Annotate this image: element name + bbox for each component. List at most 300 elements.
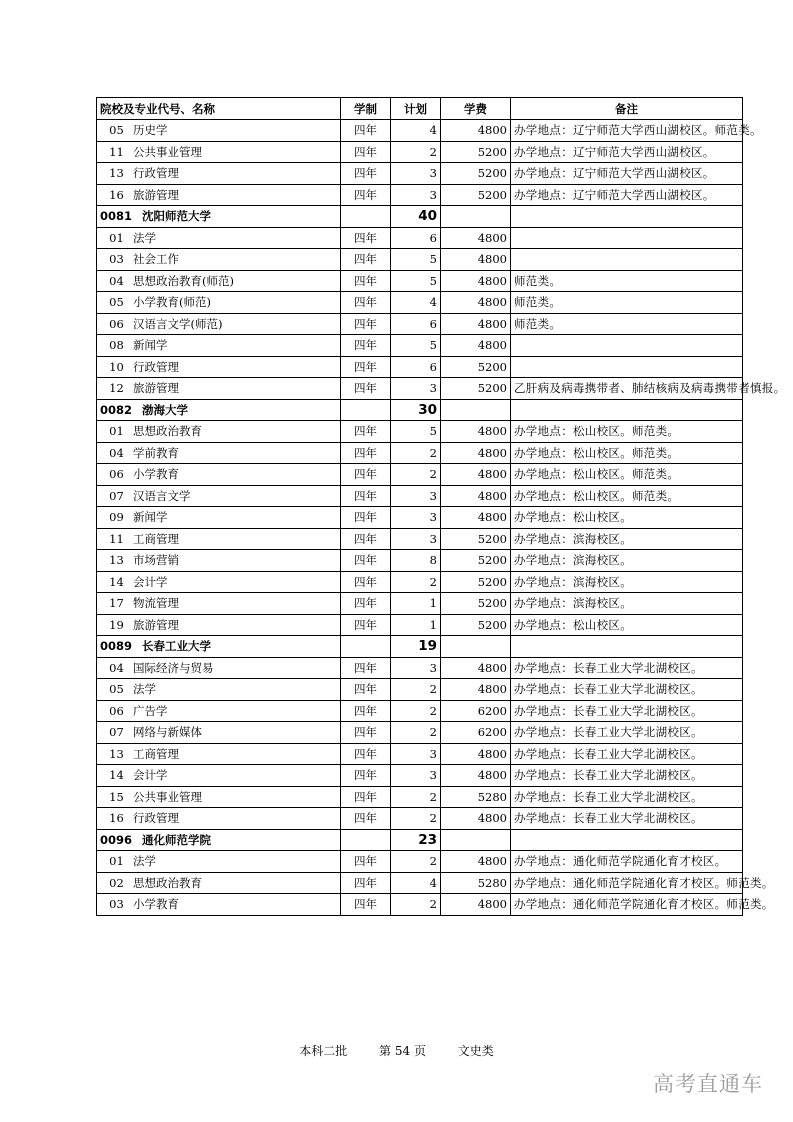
major-code: 19 <box>109 617 124 632</box>
major-name: 小学教育 <box>133 467 179 482</box>
cell-plan: 5 <box>391 335 441 357</box>
cell-system: 四年 <box>341 464 391 486</box>
cell-name <box>97 141 341 163</box>
cell-fee: 4800 <box>441 657 511 679</box>
school-code: 0082 <box>100 402 133 417</box>
cell-system: 四年 <box>341 550 391 572</box>
cell-system: 四年 <box>341 421 391 443</box>
cell-note <box>511 356 743 378</box>
cell-fee: 6200 <box>441 722 511 744</box>
school-name: 沈阳师范大学 <box>142 209 212 224</box>
school-name: 长春工业大学 <box>142 639 212 654</box>
table-row <box>97 722 743 744</box>
cell-system: 四年 <box>341 227 391 249</box>
table-row <box>97 464 743 486</box>
cell-fee: 4800 <box>441 227 511 249</box>
cell-name <box>97 743 341 765</box>
footer-page: 第 54 页 <box>379 1044 426 1058</box>
table-row <box>97 356 743 378</box>
cell-note: 办学地点：辽宁师范大学西山湖校区。师范类。 <box>511 120 743 142</box>
cell-system: 四年 <box>341 765 391 787</box>
table-row <box>97 786 743 808</box>
major-name: 法学 <box>133 682 156 697</box>
cell-note: 办学地点：松山校区。师范类。 <box>511 485 743 507</box>
cell-note: 办学地点：长春工业大学北湖校区。 <box>511 679 743 701</box>
header-system: 学制 <box>341 98 391 120</box>
cell-note: 办学地点：长春工业大学北湖校区。 <box>511 700 743 722</box>
major-name: 新闻学 <box>133 338 168 353</box>
cell-name <box>97 829 341 851</box>
cell-note: 办学地点：通化师范学院通化育才校区。 <box>511 851 743 873</box>
cell-system <box>341 399 391 421</box>
cell-system: 四年 <box>341 442 391 464</box>
table-row <box>97 614 743 636</box>
major-name: 行政管理 <box>133 166 179 181</box>
major-code: 08 <box>109 338 124 353</box>
school-code: 0089 <box>100 639 133 654</box>
cell-fee: 5280 <box>441 786 511 808</box>
cell-system: 四年 <box>341 614 391 636</box>
cell-system <box>341 636 391 658</box>
cell-system <box>341 829 391 851</box>
major-name: 思想政治教育(师范) <box>133 273 234 288</box>
cell-system: 四年 <box>341 120 391 142</box>
cell-fee: 4800 <box>441 765 511 787</box>
major-code: 01 <box>109 424 124 439</box>
cell-system: 四年 <box>341 184 391 206</box>
cell-name <box>97 657 341 679</box>
cell-fee: 4800 <box>441 464 511 486</box>
table-row <box>97 442 743 464</box>
major-code: 10 <box>109 359 124 374</box>
cell-plan: 3 <box>391 378 441 400</box>
cell-note: 办学地点：通化师范学院通化育才校区。师范类。 <box>511 894 743 916</box>
major-name: 工商管理 <box>133 746 179 761</box>
cell-note: 办学地点：长春工业大学北湖校区。 <box>511 722 743 744</box>
cell-system: 四年 <box>341 507 391 529</box>
cell-system: 四年 <box>341 485 391 507</box>
school-code: 0096 <box>100 832 133 847</box>
cell-plan: 2 <box>391 851 441 873</box>
cell-note: 师范类。 <box>511 292 743 314</box>
cell-plan: 3 <box>391 657 441 679</box>
cell-note: 办学地点：长春工业大学北湖校区。 <box>511 765 743 787</box>
school-name: 通化师范学院 <box>142 832 212 847</box>
cell-name <box>97 851 341 873</box>
table-body <box>97 120 786 916</box>
major-name: 公共事业管理 <box>133 144 202 159</box>
cell-plan: 2 <box>391 700 441 722</box>
school-row <box>97 829 743 851</box>
cell-fee: 4800 <box>441 679 511 701</box>
major-code: 14 <box>109 768 124 783</box>
cell-name <box>97 120 341 142</box>
cell-fee: 5200 <box>441 141 511 163</box>
cell-system: 四年 <box>341 356 391 378</box>
table-row <box>97 593 743 615</box>
major-code: 09 <box>109 510 124 525</box>
table-row <box>97 485 743 507</box>
major-code: 14 <box>109 574 124 589</box>
cell-plan: 5 <box>391 270 441 292</box>
cell-name <box>97 485 341 507</box>
table-row <box>97 184 743 206</box>
cell-name <box>97 399 341 421</box>
cell-name <box>97 464 341 486</box>
major-code: 04 <box>109 445 124 460</box>
major-name: 市场营销 <box>133 553 179 568</box>
cell-name <box>97 894 341 916</box>
cell-plan: 3 <box>391 528 441 550</box>
cell-plan: 6 <box>391 227 441 249</box>
cell-plan: 30 <box>391 399 441 421</box>
cell-name <box>97 808 341 830</box>
cell-fee: 4800 <box>441 507 511 529</box>
cell-name <box>97 700 341 722</box>
cell-plan: 4 <box>391 292 441 314</box>
cell-system: 四年 <box>341 872 391 894</box>
cell-fee: 4800 <box>441 894 511 916</box>
cell-fee: 4800 <box>441 313 511 335</box>
major-code: 11 <box>109 144 124 159</box>
major-code: 03 <box>109 897 124 912</box>
cell-fee: 5200 <box>441 571 511 593</box>
major-name: 汉语言文学(师范) <box>133 316 223 331</box>
cell-note: 乙肝病及病毒携带者、肺结核病及病毒携带者慎报。 <box>511 378 743 400</box>
table-row <box>97 120 743 142</box>
major-name: 旅游管理 <box>133 617 179 632</box>
major-code: 06 <box>109 316 124 331</box>
cell-note: 办学地点：长春工业大学北湖校区。 <box>511 657 743 679</box>
cell-note <box>511 227 743 249</box>
cell-fee: 4800 <box>441 335 511 357</box>
major-name: 物流管理 <box>133 596 179 611</box>
cell-plan: 4 <box>391 120 441 142</box>
major-name: 网络与新媒体 <box>133 725 202 740</box>
cell-fee: 4800 <box>441 270 511 292</box>
table-row <box>97 335 743 357</box>
major-name: 会计学 <box>133 574 168 589</box>
cell-system: 四年 <box>341 700 391 722</box>
cell-plan: 4 <box>391 872 441 894</box>
cell-plan: 3 <box>391 743 441 765</box>
cell-system: 四年 <box>341 851 391 873</box>
cell-note: 办学地点：松山校区。 <box>511 614 743 636</box>
cell-name <box>97 571 341 593</box>
cell-system: 四年 <box>341 270 391 292</box>
cell-plan: 6 <box>391 313 441 335</box>
table-row <box>97 894 743 916</box>
cell-note: 办学地点：滨海校区。 <box>511 528 743 550</box>
cell-note: 办学地点：滨海校区。 <box>511 571 743 593</box>
cell-fee: 5200 <box>441 356 511 378</box>
major-name: 工商管理 <box>133 531 179 546</box>
major-code: 16 <box>109 187 124 202</box>
cell-plan: 3 <box>391 507 441 529</box>
table-row <box>97 571 743 593</box>
table-row <box>97 270 743 292</box>
cell-plan: 2 <box>391 808 441 830</box>
cell-name <box>97 528 341 550</box>
cell-note: 办学地点：长春工业大学北湖校区。 <box>511 808 743 830</box>
major-code: 05 <box>109 123 124 138</box>
major-code: 12 <box>109 381 124 396</box>
major-code: 05 <box>109 295 124 310</box>
cell-plan: 5 <box>391 249 441 271</box>
major-name: 法学 <box>133 230 156 245</box>
cell-name <box>97 163 341 185</box>
major-name: 历史学 <box>133 123 168 138</box>
cell-note: 办学地点：辽宁师范大学西山湖校区。 <box>511 141 743 163</box>
cell-name <box>97 227 341 249</box>
cell-note: 办学地点：松山校区。师范类。 <box>511 442 743 464</box>
major-name: 旅游管理 <box>133 187 179 202</box>
major-code: 07 <box>109 488 124 503</box>
table-row <box>97 141 743 163</box>
cell-fee <box>441 399 511 421</box>
cell-name <box>97 270 341 292</box>
cell-name <box>97 786 341 808</box>
footer-batch: 本科二批 <box>299 1044 348 1058</box>
cell-plan: 2 <box>391 442 441 464</box>
cell-system: 四年 <box>341 679 391 701</box>
cell-name <box>97 679 341 701</box>
cell-system: 四年 <box>341 141 391 163</box>
cell-fee: 4800 <box>441 442 511 464</box>
cell-name <box>97 636 341 658</box>
major-name: 法学 <box>133 854 156 869</box>
cell-plan: 19 <box>391 636 441 658</box>
major-name: 会计学 <box>133 768 168 783</box>
cell-note <box>511 206 743 228</box>
cell-name <box>97 313 341 335</box>
major-code: 13 <box>109 746 124 761</box>
school-code: 0081 <box>100 209 133 224</box>
cell-plan: 2 <box>391 464 441 486</box>
major-name: 汉语言文学 <box>133 488 191 503</box>
major-code: 16 <box>109 811 124 826</box>
cell-plan: 2 <box>391 894 441 916</box>
cell-plan: 1 <box>391 614 441 636</box>
cell-fee: 5200 <box>441 593 511 615</box>
cell-plan: 23 <box>391 829 441 851</box>
cell-name <box>97 335 341 357</box>
enrollment-table <box>96 97 786 916</box>
cell-fee: 4800 <box>441 421 511 443</box>
cell-fee: 4800 <box>441 292 511 314</box>
major-code: 17 <box>109 596 124 611</box>
cell-fee: 4800 <box>441 249 511 271</box>
cell-system <box>341 206 391 228</box>
cell-note: 师范类。 <box>511 270 743 292</box>
table-row <box>97 700 743 722</box>
cell-fee: 5200 <box>441 163 511 185</box>
table-row <box>97 163 743 185</box>
major-code: 01 <box>109 230 124 245</box>
cell-name <box>97 872 341 894</box>
cell-note <box>511 249 743 271</box>
cell-name <box>97 249 341 271</box>
cell-plan: 1 <box>391 593 441 615</box>
major-code: 15 <box>109 789 124 804</box>
major-name: 小学教育 <box>133 897 179 912</box>
major-code: 06 <box>109 467 124 482</box>
table-row <box>97 249 743 271</box>
major-code: 01 <box>109 854 124 869</box>
cell-fee: 5200 <box>441 614 511 636</box>
cell-system: 四年 <box>341 292 391 314</box>
cell-name <box>97 593 341 615</box>
cell-plan: 2 <box>391 679 441 701</box>
cell-plan: 2 <box>391 722 441 744</box>
footer-category: 文史类 <box>457 1044 494 1058</box>
cell-name <box>97 507 341 529</box>
major-name: 行政管理 <box>133 359 179 374</box>
cell-name <box>97 421 341 443</box>
school-row <box>97 636 743 658</box>
major-name: 公共事业管理 <box>133 789 202 804</box>
cell-note: 办学地点：通化师范学院通化育才校区。师范类。 <box>511 872 743 894</box>
cell-system: 四年 <box>341 786 391 808</box>
table-row <box>97 421 743 443</box>
cell-note: 办学地点：辽宁师范大学西山湖校区。 <box>511 184 743 206</box>
table-row <box>97 378 743 400</box>
cell-plan: 40 <box>391 206 441 228</box>
major-name: 国际经济与贸易 <box>133 660 214 675</box>
table-row <box>97 679 743 701</box>
cell-fee: 4800 <box>441 120 511 142</box>
major-name: 行政管理 <box>133 811 179 826</box>
major-name: 广告学 <box>133 703 168 718</box>
cell-note <box>511 399 743 421</box>
cell-plan: 3 <box>391 184 441 206</box>
table-header-row <box>97 98 743 120</box>
cell-fee <box>441 636 511 658</box>
cell-name <box>97 184 341 206</box>
school-row <box>97 399 743 421</box>
cell-system: 四年 <box>341 249 391 271</box>
cell-note: 办学地点：松山校区。师范类。 <box>511 464 743 486</box>
cell-system: 四年 <box>341 808 391 830</box>
table-row <box>97 851 743 873</box>
major-name: 学前教育 <box>133 445 179 460</box>
cell-name <box>97 614 341 636</box>
cell-system: 四年 <box>341 743 391 765</box>
cell-note <box>511 636 743 658</box>
major-name: 新闻学 <box>133 510 168 525</box>
header-note: 备注 <box>511 98 743 120</box>
table-row <box>97 743 743 765</box>
cell-system: 四年 <box>341 593 391 615</box>
major-code: 11 <box>109 531 124 546</box>
cell-name <box>97 550 341 572</box>
table-row <box>97 528 743 550</box>
table-row <box>97 657 743 679</box>
header-fee: 学费 <box>441 98 511 120</box>
cell-note: 办学地点：滨海校区。 <box>511 550 743 572</box>
major-code: 05 <box>109 682 124 697</box>
table-row <box>97 507 743 529</box>
major-code: 04 <box>109 273 124 288</box>
table-row <box>97 808 743 830</box>
cell-system: 四年 <box>341 163 391 185</box>
cell-system: 四年 <box>341 894 391 916</box>
cell-fee: 4800 <box>441 808 511 830</box>
header-plan: 计划 <box>391 98 441 120</box>
major-name: 思想政治教育 <box>133 424 202 439</box>
cell-fee: 5200 <box>441 184 511 206</box>
cell-plan: 3 <box>391 163 441 185</box>
cell-plan: 6 <box>391 356 441 378</box>
cell-fee: 5200 <box>441 550 511 572</box>
cell-note <box>511 335 743 357</box>
cell-plan: 3 <box>391 485 441 507</box>
major-name: 小学教育(师范) <box>133 295 211 310</box>
cell-plan: 5 <box>391 421 441 443</box>
cell-note: 办学地点：辽宁师范大学西山湖校区。 <box>511 163 743 185</box>
school-name: 渤海大学 <box>142 402 189 417</box>
cell-name <box>97 765 341 787</box>
major-code: 03 <box>109 252 124 267</box>
table-row <box>97 313 743 335</box>
cell-note: 办学地点：长春工业大学北湖校区。 <box>511 786 743 808</box>
cell-fee: 5200 <box>441 378 511 400</box>
cell-system: 四年 <box>341 378 391 400</box>
major-code: 13 <box>109 166 124 181</box>
cell-name <box>97 292 341 314</box>
cell-note: 师范类。 <box>511 313 743 335</box>
major-code: 04 <box>109 660 124 675</box>
cell-plan: 2 <box>391 571 441 593</box>
major-code: 13 <box>109 553 124 568</box>
major-name: 旅游管理 <box>133 381 179 396</box>
cell-plan: 2 <box>391 141 441 163</box>
cell-name <box>97 206 341 228</box>
cell-fee <box>441 829 511 851</box>
cell-note: 办学地点：长春工业大学北湖校区。 <box>511 743 743 765</box>
header-name: 院校及专业代号、名称 <box>97 98 341 120</box>
table-row <box>97 550 743 572</box>
table-row <box>97 872 743 894</box>
table-row <box>97 292 743 314</box>
cell-name <box>97 442 341 464</box>
cell-note <box>511 829 743 851</box>
cell-system: 四年 <box>341 722 391 744</box>
cell-plan: 8 <box>391 550 441 572</box>
cell-name <box>97 722 341 744</box>
watermark-text: 高考直通车 <box>653 1072 763 1096</box>
cell-name <box>97 356 341 378</box>
cell-fee: 4800 <box>441 851 511 873</box>
cell-fee: 4800 <box>441 743 511 765</box>
cell-note: 办学地点：松山校区。 <box>511 507 743 529</box>
cell-system: 四年 <box>341 313 391 335</box>
cell-fee: 5280 <box>441 872 511 894</box>
cell-plan: 2 <box>391 786 441 808</box>
cell-system: 四年 <box>341 571 391 593</box>
cell-system: 四年 <box>341 335 391 357</box>
cell-fee: 6200 <box>441 700 511 722</box>
cell-plan: 3 <box>391 765 441 787</box>
cell-system: 四年 <box>341 528 391 550</box>
major-code: 07 <box>109 725 124 740</box>
school-row <box>97 206 743 228</box>
cell-note: 办学地点：滨海校区。 <box>511 593 743 615</box>
major-code: 02 <box>109 875 124 890</box>
cell-note: 办学地点：松山校区。师范类。 <box>511 421 743 443</box>
cell-system: 四年 <box>341 657 391 679</box>
cell-fee <box>441 206 511 228</box>
